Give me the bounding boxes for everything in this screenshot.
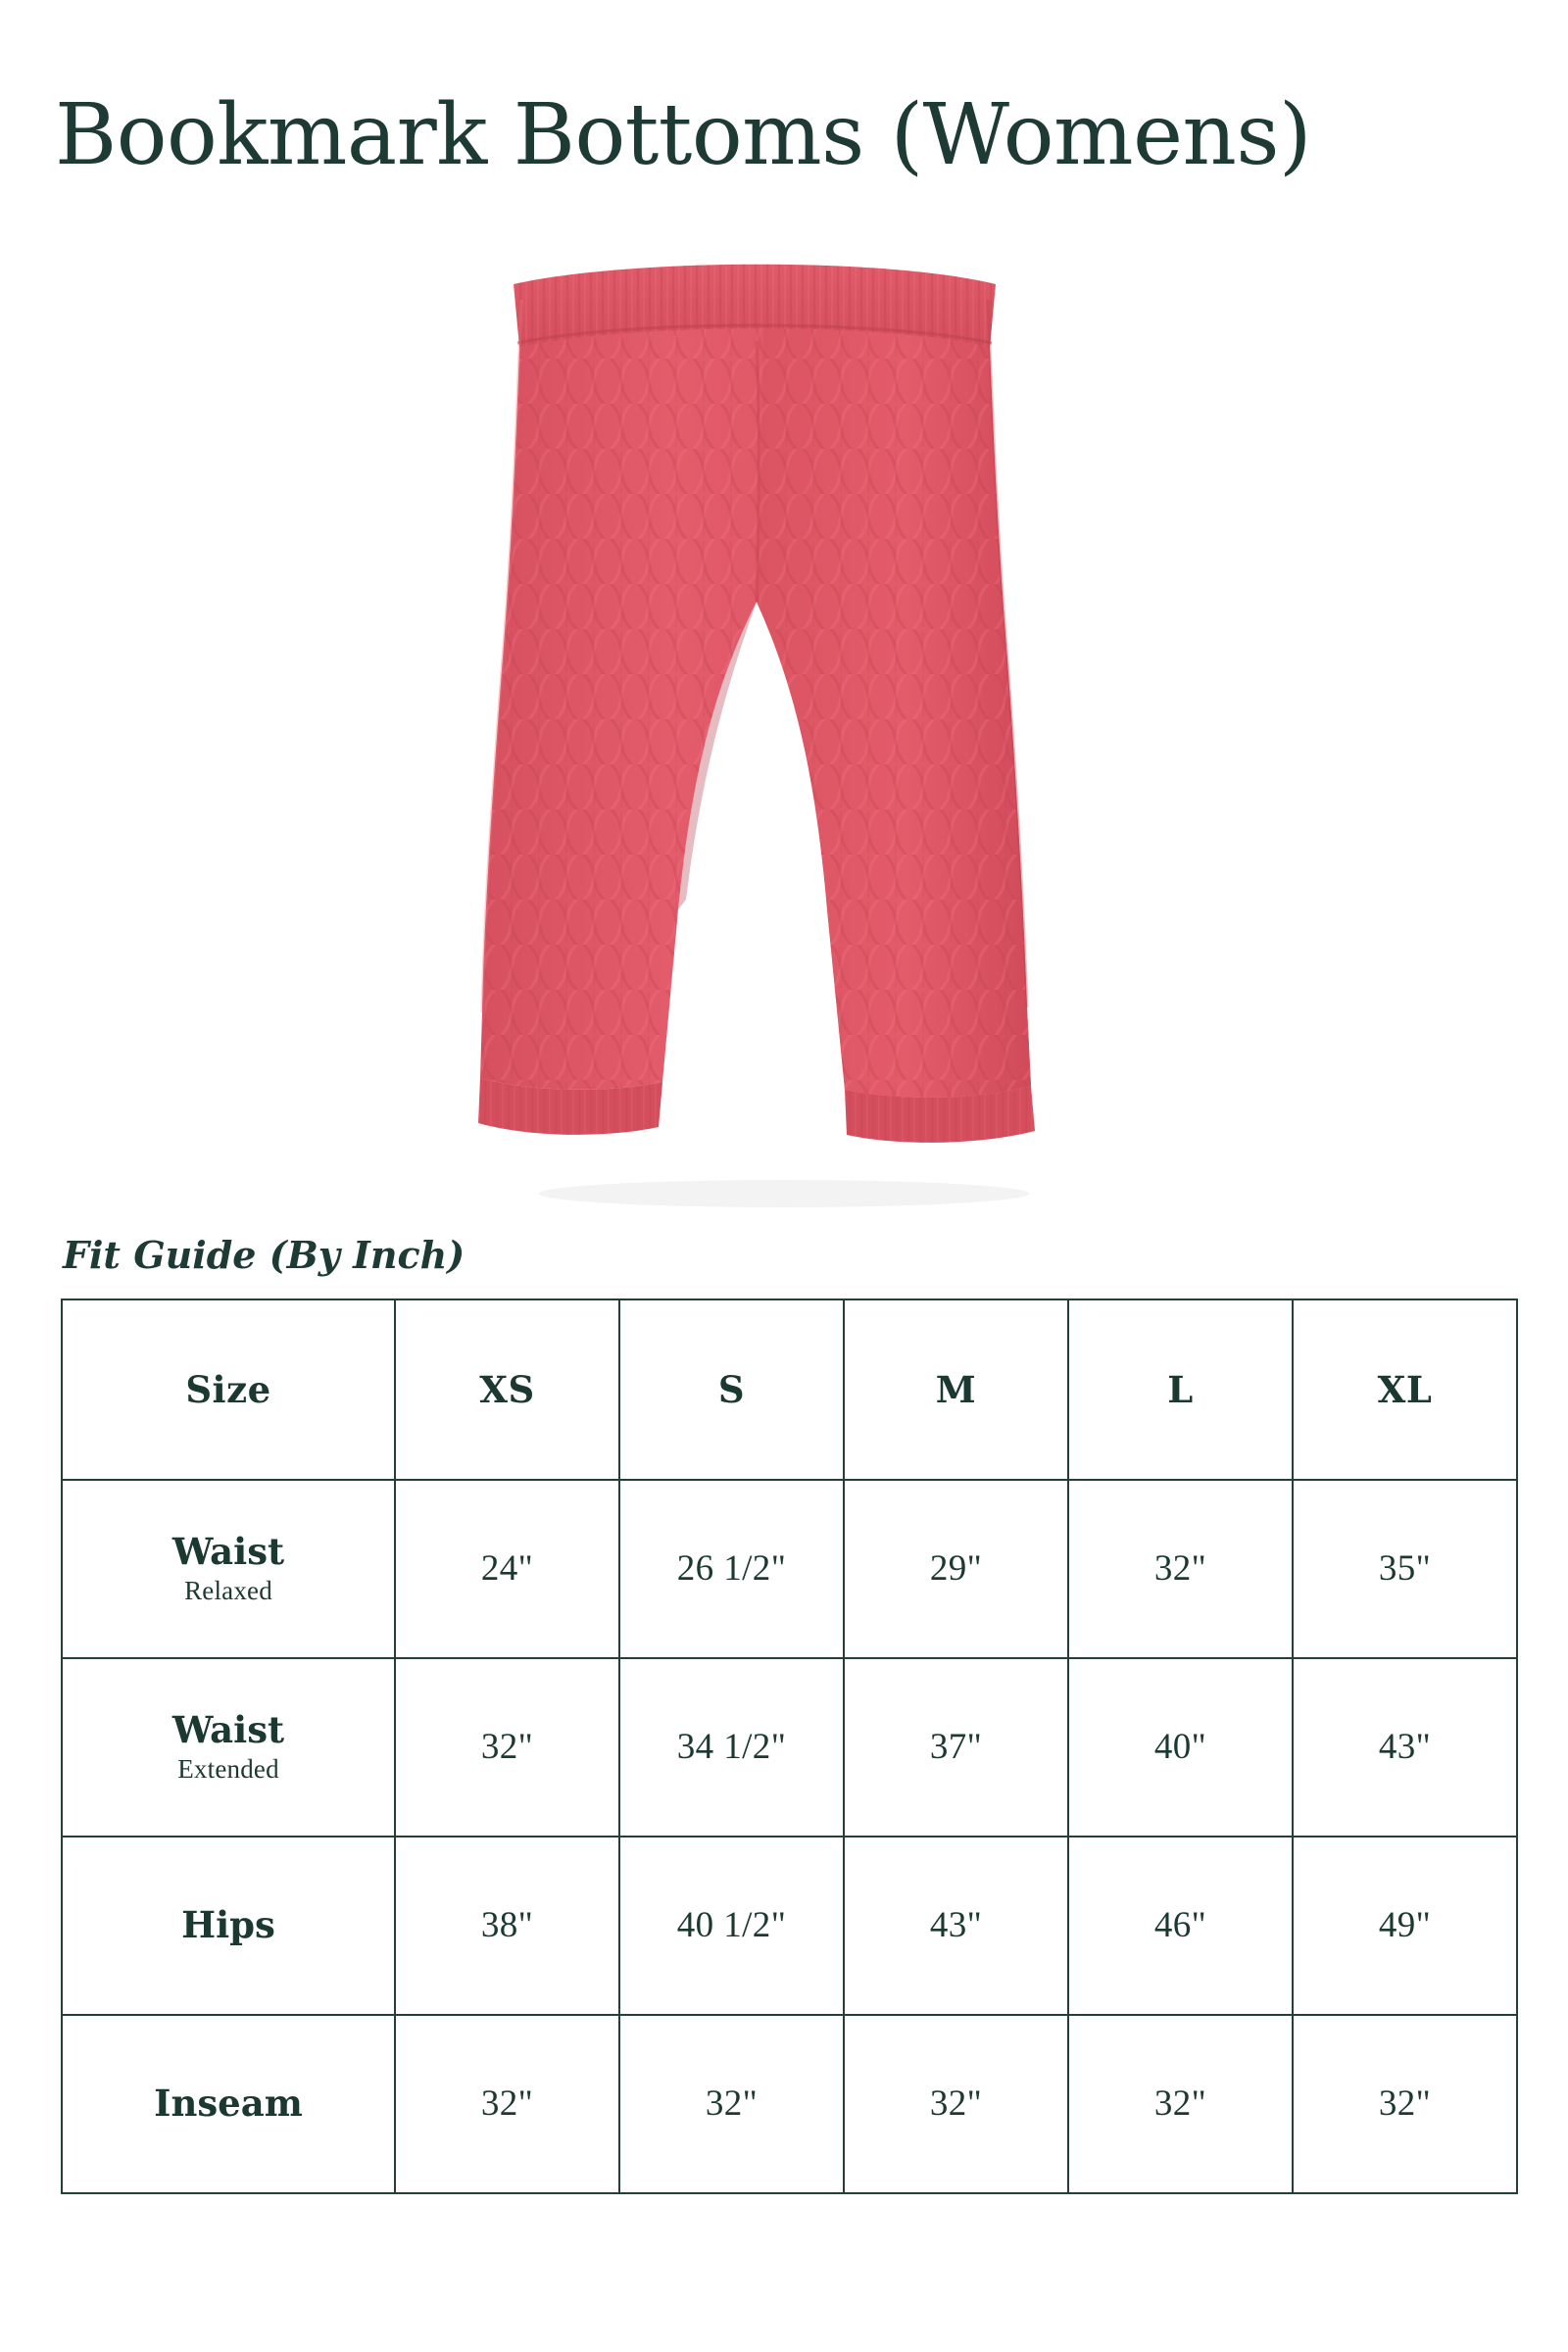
row-label-text: Waist — [172, 1529, 285, 1573]
table-header-row — [62, 1299, 1517, 1480]
header-m: M — [844, 1299, 1068, 1480]
row-label-text: Hips — [181, 1903, 275, 1946]
row-sublabel-text: Extended — [177, 1753, 279, 1784]
header-s: S — [619, 1299, 844, 1480]
cell-waist-relaxed-l: 32" — [1068, 1480, 1293, 1658]
page-title: Bookmark Bottoms (Womens) — [55, 86, 1312, 184]
cell-waist-relaxed-xs: 24" — [395, 1480, 619, 1658]
cell-hips-l: 46" — [1068, 1837, 1293, 2015]
product-image — [59, 214, 1509, 1223]
cell-inseam-l: 32" — [1068, 2015, 1293, 2193]
cell-waist-extended-xs: 32" — [395, 1658, 619, 1837]
cell-inseam-xl: 32" — [1293, 2015, 1517, 2193]
cell-waist-relaxed-m: 29" — [844, 1480, 1068, 1658]
table-row — [62, 1658, 1517, 1837]
fit-guide-heading: Fit Guide (By Inch) — [63, 1232, 466, 1277]
cell-hips-xl: 49" — [1293, 1837, 1517, 2015]
cell-waist-extended-l: 40" — [1068, 1658, 1293, 1837]
cell-hips-xs: 38" — [395, 1837, 619, 2015]
header-xl: XL — [1293, 1299, 1517, 1480]
cell-inseam-m: 32" — [844, 2015, 1068, 2193]
row-label-hips — [62, 1837, 395, 2015]
table-row — [62, 2015, 1517, 2193]
header-size: Size — [62, 1299, 395, 1480]
row-label-text: Waist — [172, 1707, 285, 1751]
cell-waist-extended-s: 34 1/2" — [619, 1658, 844, 1837]
header-xs: XS — [395, 1299, 619, 1480]
pants-illustration — [470, 223, 1098, 1213]
size-chart-table — [61, 1298, 1518, 2194]
cell-hips-s: 40 1/2" — [619, 1837, 844, 2015]
cell-waist-extended-xl: 43" — [1293, 1658, 1517, 1837]
cell-waist-relaxed-s: 26 1/2" — [619, 1480, 844, 1658]
table-row — [62, 1837, 1517, 2015]
row-label-text: Inseam — [154, 2082, 303, 2125]
row-label-waist-extended — [62, 1658, 395, 1837]
cell-inseam-xs: 32" — [395, 2015, 619, 2193]
cell-inseam-s: 32" — [619, 2015, 844, 2193]
table-row — [62, 1480, 1517, 1658]
row-label-waist-relaxed — [62, 1480, 395, 1658]
cell-hips-m: 43" — [844, 1837, 1068, 2015]
row-label-inseam — [62, 2015, 395, 2193]
cell-waist-extended-m: 37" — [844, 1658, 1068, 1837]
row-sublabel-text: Relaxed — [184, 1575, 272, 1605]
pants-svg — [470, 223, 1098, 1213]
header-l: L — [1068, 1299, 1293, 1480]
cell-waist-relaxed-xl: 35" — [1293, 1480, 1517, 1658]
